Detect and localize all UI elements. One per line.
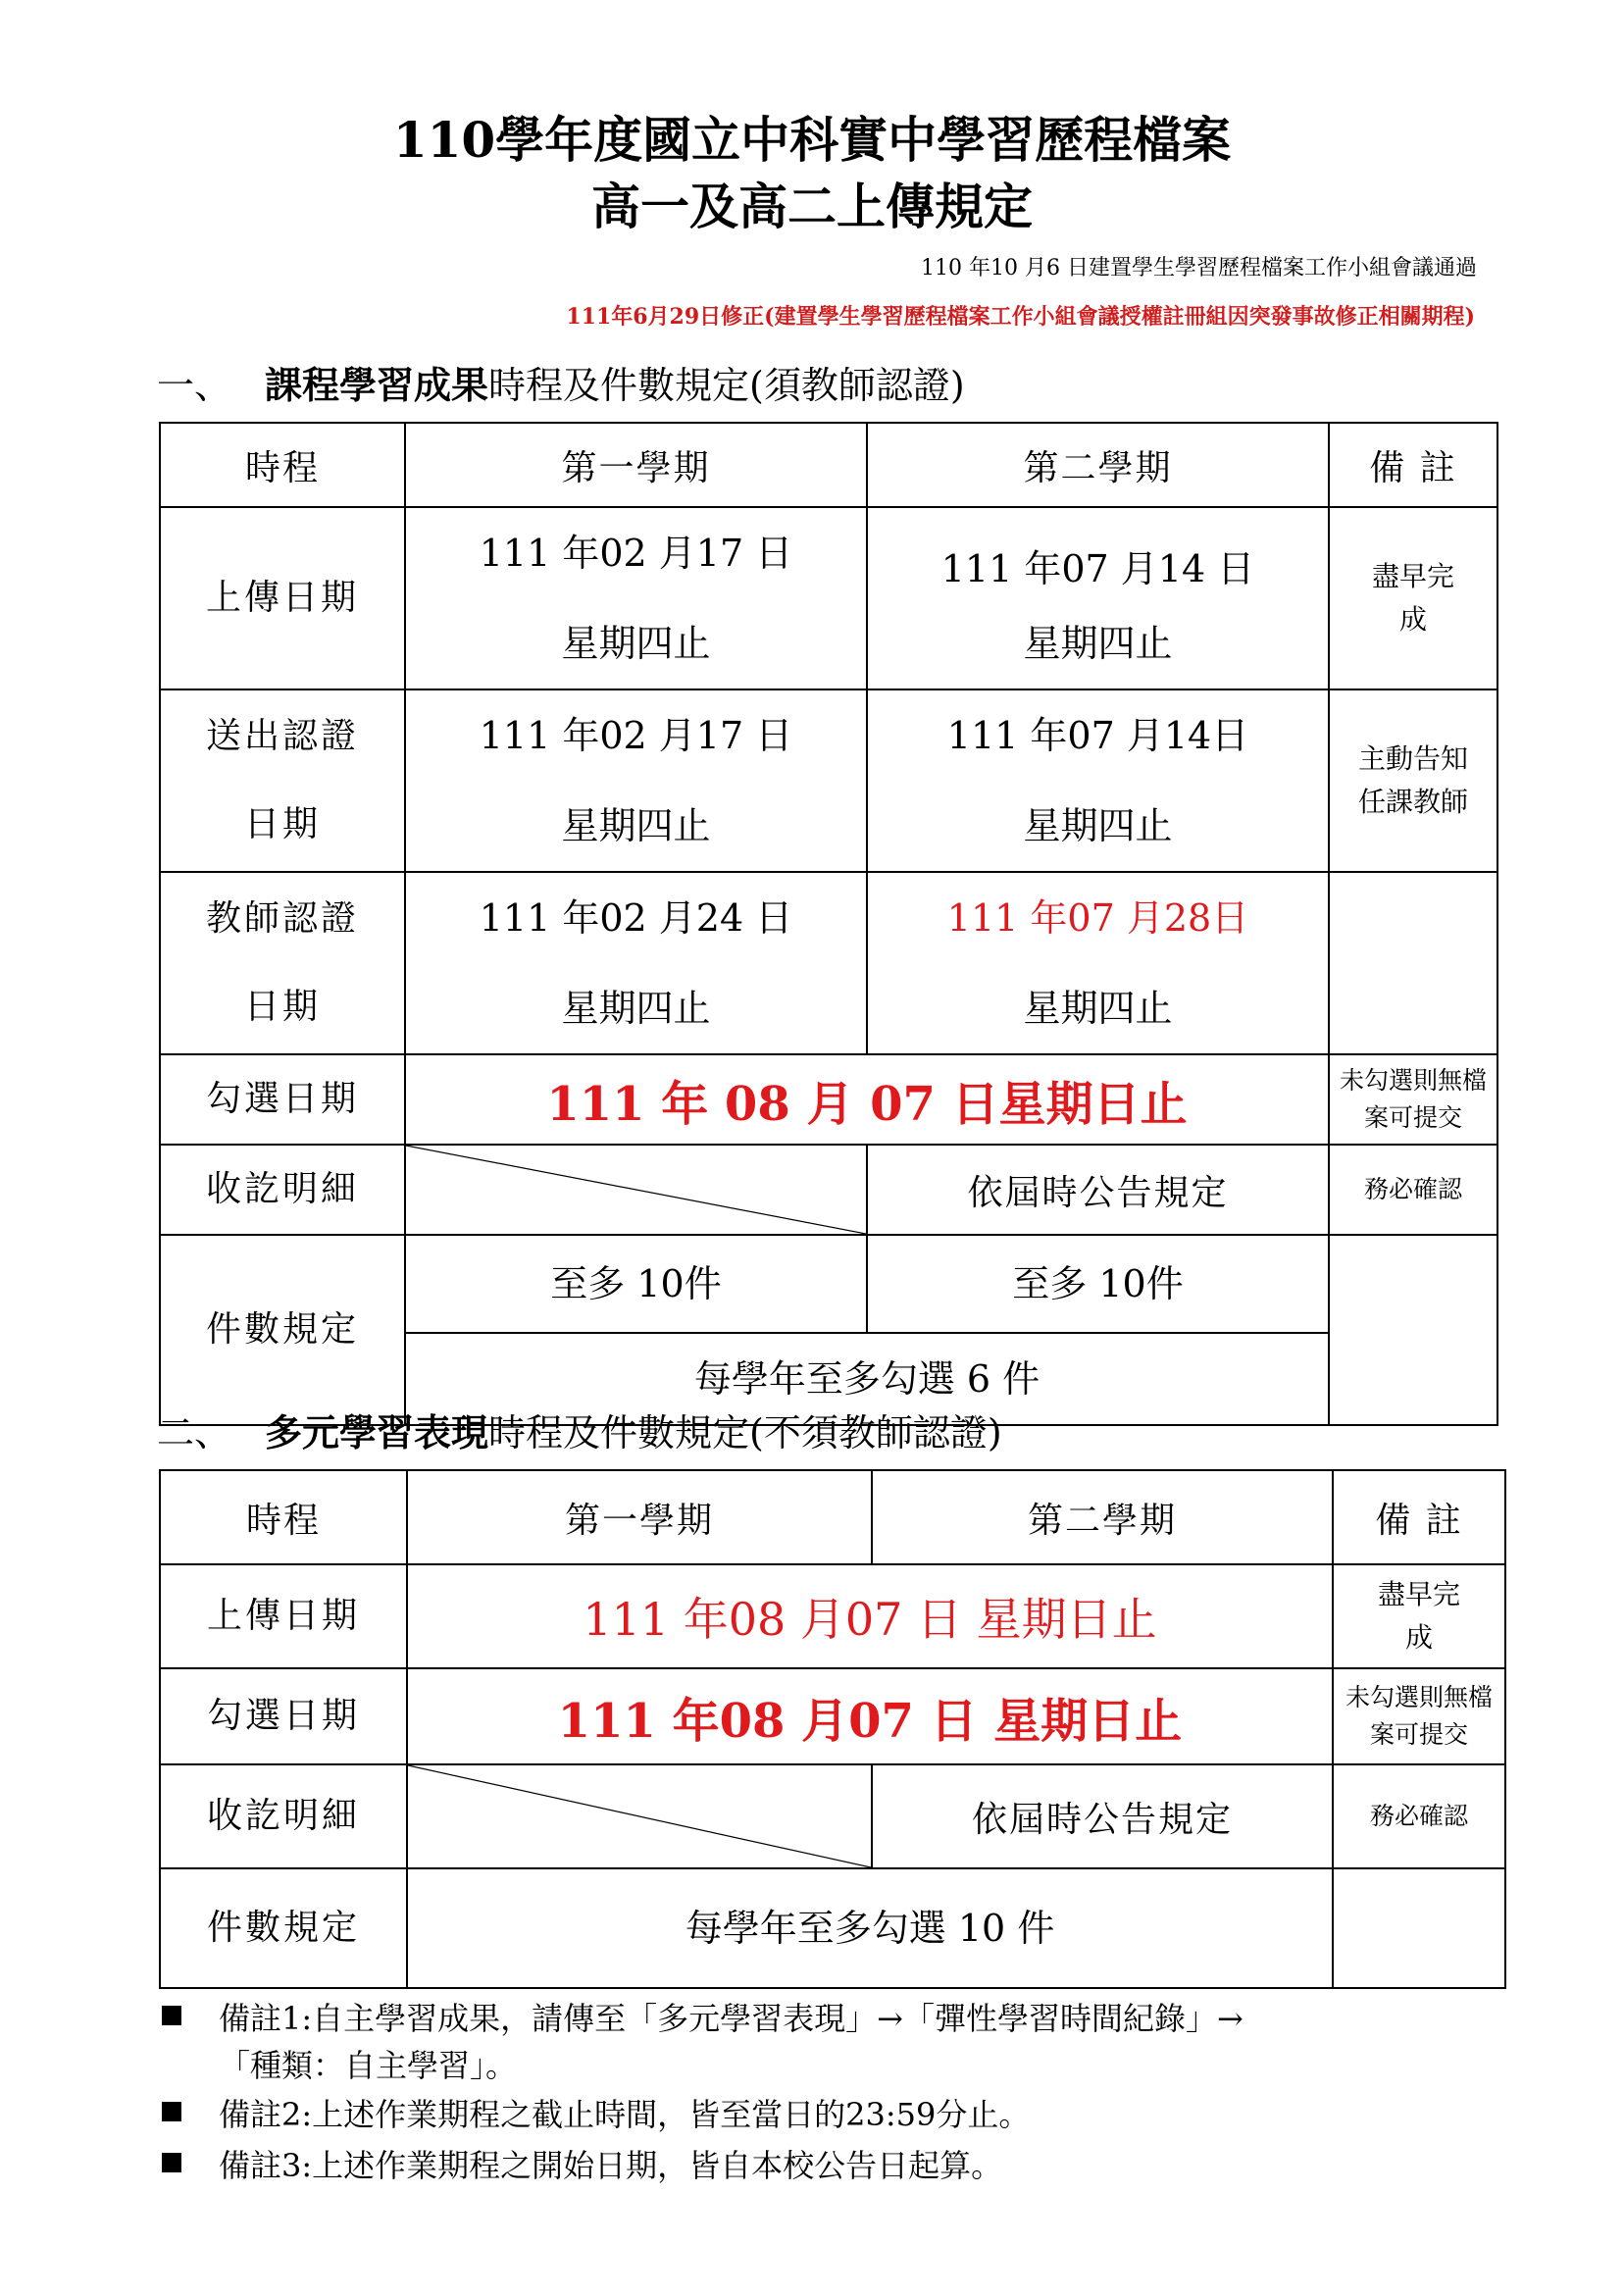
s1-submit-sem1-day: 星期四止 <box>561 804 711 847</box>
section2-rest: 時程及件數規定(不須教師認證) <box>488 1411 1002 1454</box>
approval-note: 110 年10 月6 日建置學生學習歷程檔案工作小組會議通過 <box>921 256 1477 281</box>
note-1 <box>162 1995 1243 2089</box>
s2-receipt-sem1-empty <box>407 1764 872 1868</box>
s2-receipt-label: 收訖明細 <box>160 1764 407 1868</box>
s1-certify-sem2-day: 星期四止 <box>1023 987 1173 1030</box>
s2-count-label: 件數規定 <box>160 1868 407 1988</box>
s2-upload-label: 上傳日期 <box>160 1564 407 1668</box>
page-subtitle: 高一及高二上傳規定 <box>591 178 1033 235</box>
s1-submit-sem2-date: 111 年07 月14日 <box>946 714 1249 757</box>
s1-receipt-remark: 務必確認 <box>1329 1145 1497 1235</box>
s2-receipt-sem2: 依屆時公告規定 <box>872 1764 1333 1868</box>
s1-receipt-label: 收訖明細 <box>160 1145 405 1235</box>
s1-certify-row <box>160 872 1497 1054</box>
section2-heading <box>157 1403 1002 1456</box>
s1-submit-label-1: 送出認證 <box>205 716 359 756</box>
s2-select-date: 111 年08 月07 日 星期日止 <box>407 1668 1333 1764</box>
section1-heading <box>157 355 965 409</box>
s1-certify-label-1: 教師認證 <box>205 898 359 939</box>
s1-head-sem2: 第二學期 <box>867 423 1329 507</box>
s2-header-row <box>160 1470 1505 1564</box>
s2-select-label: 勾選日期 <box>160 1668 407 1764</box>
section1-highlight: 課程學習成果 <box>265 363 489 407</box>
bullet-square-icon <box>162 2006 181 2025</box>
s1-certify-remark <box>1329 872 1497 1054</box>
s1-upload-remark: 盡早完成 <box>1329 507 1497 689</box>
section1-number: 一、 <box>157 364 232 407</box>
s1-submit-sem2 <box>867 689 1329 872</box>
s1-upload-sem2-day: 星期四止 <box>1023 622 1173 665</box>
s2-head-remark: 備 註 <box>1333 1470 1505 1564</box>
bullet-square-icon <box>162 2153 181 2172</box>
s2-head-sem1: 第一學期 <box>407 1470 872 1564</box>
s1-upload-sem2 <box>867 507 1329 689</box>
s1-count-yearly: 每學年至多勾選 6 件 <box>405 1333 1329 1425</box>
s1-count-label: 件數規定 <box>160 1235 405 1425</box>
s2-select-row <box>160 1668 1505 1764</box>
section1-table <box>159 422 1498 1426</box>
s2-upload-row <box>160 1564 1505 1668</box>
s1-select-label: 勾選日期 <box>160 1054 405 1145</box>
s1-upload-sem1-day: 星期四止 <box>561 622 711 665</box>
section2-table <box>159 1469 1506 1989</box>
revision-note: 111年6月29日修正(建置學生學習歷程檔案工作小組會議授權註冊組因突發事故修正相關期程) <box>566 304 1475 330</box>
s1-receipt-row <box>160 1145 1497 1235</box>
page-title: 110學年度國立中科實中學習歷程檔案 <box>392 111 1232 169</box>
s2-count-row <box>160 1868 1505 1988</box>
s1-certify-sem2 <box>867 872 1329 1054</box>
s1-upload-sem1-date: 111 年02 月17 日 <box>479 532 793 575</box>
s1-head-sem1: 第一學期 <box>405 423 867 507</box>
s1-submit-sem1 <box>405 689 867 872</box>
s1-certify-sem1 <box>405 872 867 1054</box>
note-2-line1: 備註2:上述作業期程之截止時間，皆至當日的23:59分止。 <box>219 2096 1031 2133</box>
s1-submit-label <box>160 689 405 872</box>
diagonal-line <box>406 1146 866 1234</box>
s2-upload-date: 111 年08 月07 日 星期日止 <box>407 1564 1333 1668</box>
s2-head-sem2: 第二學期 <box>872 1470 1333 1564</box>
note-1-line1: 備註1:自主學習成果，請傳至「多元學習表現」→「彈性學習時間紀錄」→ <box>219 2000 1243 2037</box>
s2-count-remark <box>1333 1868 1505 1988</box>
note-1-line2: 「種類：自主學習」。 <box>219 2047 518 2084</box>
s1-upload-label: 上傳日期 <box>160 507 405 689</box>
s2-receipt-remark: 務必確認 <box>1333 1764 1505 1868</box>
s1-count-row <box>160 1235 1497 1333</box>
s1-count-sem2: 至多 10件 <box>867 1235 1329 1333</box>
s1-submit-remark: 主動告知任課教師 <box>1329 689 1497 872</box>
diagonal-line <box>408 1765 871 1867</box>
s1-upload-sem1 <box>405 507 867 689</box>
s1-submit-sem2-day: 星期四止 <box>1023 804 1173 847</box>
note-2 <box>162 2091 1030 2138</box>
section1-rest: 時程及件數規定(須教師認證) <box>488 364 965 407</box>
s1-submit-label-2: 日期 <box>243 804 321 844</box>
s2-select-remark: 未勾選則無檔案可提交 <box>1333 1668 1505 1764</box>
s1-upload-sem2-date: 111 年07 月14 日 <box>940 547 1255 590</box>
s2-count-yearly: 每學年至多勾選 10 件 <box>407 1868 1333 1988</box>
s1-count-remark <box>1329 1235 1497 1425</box>
s1-head-label: 時程 <box>160 423 405 507</box>
s1-head-remark: 備 註 <box>1329 423 1497 507</box>
s1-certify-label-2: 日期 <box>243 987 321 1027</box>
s1-certify-sem1-day: 星期四止 <box>561 987 711 1030</box>
section2-highlight: 多元學習表現 <box>265 1410 489 1454</box>
note-3 <box>162 2142 1002 2189</box>
s1-count-sem1: 至多 10件 <box>405 1235 867 1333</box>
s1-upload-row <box>160 507 1497 689</box>
s1-certify-label <box>160 872 405 1054</box>
s1-select-row <box>160 1054 1497 1145</box>
s1-receipt-sem1-empty <box>405 1145 867 1235</box>
section2-number: 二、 <box>157 1411 232 1454</box>
s2-upload-remark: 盡早完成 <box>1333 1564 1505 1668</box>
s1-header-row <box>160 423 1497 507</box>
s2-head-label: 時程 <box>160 1470 407 1564</box>
bullet-square-icon <box>162 2102 181 2121</box>
s1-submit-sem1-date: 111 年02 月17 日 <box>479 714 793 757</box>
s1-select-date: 111 年 08 月 07 日星期日止 <box>405 1054 1329 1145</box>
s2-receipt-row <box>160 1764 1505 1868</box>
s1-submit-row <box>160 689 1497 872</box>
s1-receipt-sem2: 依屆時公告規定 <box>867 1145 1329 1235</box>
s1-select-remark: 未勾選則無檔案可提交 <box>1329 1054 1497 1145</box>
s1-certify-sem1-date: 111 年02 月24 日 <box>479 896 793 940</box>
note-3-line1: 備註3:上述作業期程之開始日期，皆自本校公告日起算。 <box>219 2147 1003 2184</box>
s1-certify-sem2-date: 111 年07 月28日 <box>946 896 1249 940</box>
